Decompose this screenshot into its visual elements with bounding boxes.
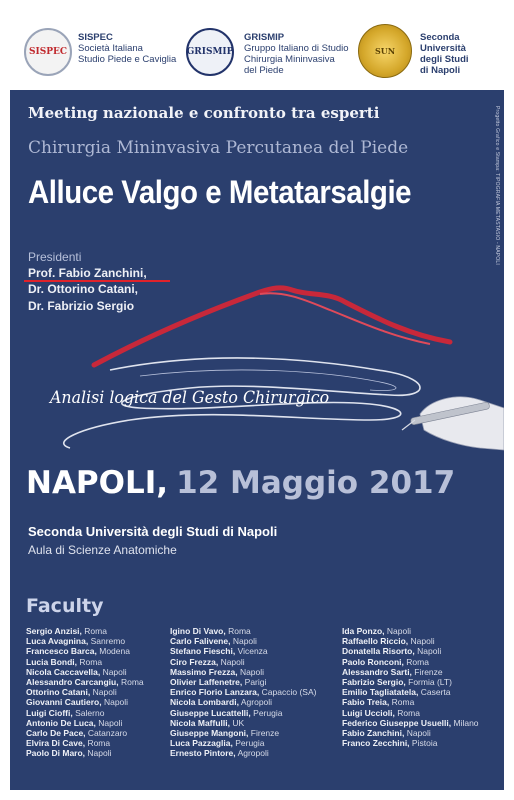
faculty-member [170, 718, 330, 728]
faculty-member-name: Antonio De Luca, [26, 717, 96, 728]
faculty-member-city: Napoli [87, 748, 112, 759]
faculty-member-name: Fabio Zanchini, [342, 728, 405, 739]
logo-band [10, 10, 504, 90]
event-venue: Seconda Università degli Studi di Napoli [28, 524, 278, 539]
faculty-member [26, 667, 186, 677]
event-city: NAPOLI, [26, 465, 169, 501]
faculty-member-name: Luigi Cioffi, [26, 707, 73, 718]
faculty-member [170, 646, 330, 656]
faculty-member [170, 738, 330, 748]
faculty-member-name: Luigi Uccioli, [342, 707, 395, 718]
faculty-member [342, 657, 502, 667]
event-date-line [26, 465, 455, 501]
faculty-member-city: Sanremo [90, 636, 126, 647]
faculty-member [342, 697, 502, 707]
faculty-member [170, 626, 330, 636]
faculty-member [170, 687, 330, 697]
faculty-member-city: Napoli [103, 697, 129, 708]
faculty-member-city: Roma [79, 656, 103, 667]
sispec-line2: Studio Piede e Caviglia [78, 54, 177, 65]
poster [10, 10, 504, 790]
faculty-member-name: Carlo De Pace, [26, 728, 86, 739]
faculty-member [170, 677, 330, 687]
faculty-member-city: Napoli [410, 636, 435, 647]
faculty-column [342, 626, 502, 748]
vesuvius-illustration [10, 280, 504, 460]
sispec-logo-mark: SISPEC [29, 47, 67, 57]
faculty-member [26, 708, 186, 718]
faculty-member-city: Roma [87, 738, 111, 749]
sun-org [420, 32, 504, 76]
faculty-member-name: Paolo Ronconi, [342, 656, 404, 667]
faculty-member-city: Roma [120, 677, 144, 688]
faculty-member-name: Alessandro Carcangiu, [26, 677, 119, 688]
faculty-member-name: Stefano Fieschi, [170, 646, 236, 657]
faculty-member-city: Milano [453, 717, 479, 728]
vesuvius-ridge [94, 288, 450, 365]
faculty-member [170, 657, 330, 667]
faculty-member [26, 626, 186, 636]
faculty-member-name: Donatella Risorto, [342, 646, 415, 657]
faculty-member-name: Giuseppe Mangoni, [170, 728, 249, 739]
event-title: Alluce Valgo e Metatarsalgie [28, 174, 412, 210]
faculty-member-name: Raffaello Riccio, [342, 636, 409, 647]
faculty-member [26, 718, 186, 728]
faculty-member-name: Federico Giuseppe Usuelli, [342, 717, 452, 728]
faculty-member-city: Napoli [406, 728, 431, 739]
faculty-member-city: Napoli [92, 687, 117, 698]
faculty-member [26, 636, 186, 646]
faculty-member-name: Francesco Barca, [26, 646, 97, 657]
faculty-member-name: Franco Zecchini, [342, 738, 410, 749]
faculty-member [170, 636, 330, 646]
event-tagline: Analisi logica del Gesto Chirurgico [50, 388, 330, 408]
faculty-member-city: Roma [84, 626, 107, 636]
faculty-member-name: Enrico Florio Lanzara, [170, 687, 260, 698]
faculty-member-city: Modena [99, 646, 130, 657]
sun-logo-mark: SUN [374, 46, 396, 56]
faculty-member [26, 748, 186, 758]
print-credit: Progetto Grafico e Stampa: TIPOGRAFIA METASTASIO - NAPOLI [494, 106, 500, 265]
faculty-member-name: Luca Avagnina, [26, 636, 89, 647]
sispec-line1: Società Italiana [78, 43, 143, 54]
faculty-member-city: Napoli [239, 666, 265, 677]
faculty-member [26, 728, 186, 738]
sispec-name: SISPEC [78, 32, 113, 43]
sun-line2: di Napoli [420, 65, 461, 76]
faculty-member-name: Paolo Di Maro, [26, 748, 86, 759]
faculty-member [26, 657, 186, 667]
faculty-member-city: Roma [391, 697, 415, 708]
grismip-logo [186, 28, 234, 76]
faculty-column [26, 626, 186, 759]
faculty-member [170, 697, 330, 707]
faculty-member [26, 646, 186, 656]
faculty-member-name: Nicola Maffulli, [170, 717, 230, 728]
meeting-headline: Meeting nazionale e confronto tra esperti [28, 104, 380, 122]
faculty-member [342, 646, 502, 656]
grismip-org [244, 32, 349, 76]
faculty-member [342, 708, 502, 718]
faculty-member-name: Giuseppe Lucattelli, [170, 707, 251, 718]
faculty-member [342, 626, 502, 636]
grismip-name: GRISMIP [244, 32, 285, 43]
faculty-member-name: Lucia Bondi, [26, 656, 77, 667]
faculty-member-city: Napoli [232, 636, 257, 647]
grismip-logo-mark: GRISMIP [186, 47, 234, 57]
faculty-member-name: Elvira Di Cave, [26, 738, 86, 749]
faculty-member [170, 748, 330, 758]
surgical-hand-icon [402, 397, 504, 450]
faculty-member [170, 667, 330, 677]
grismip-line3: del Piede [244, 65, 284, 76]
faculty-member [342, 687, 502, 697]
faculty-member-city: Firenze [414, 666, 443, 677]
faculty-member [342, 667, 502, 677]
faculty-member-city: Formia (LT) [408, 677, 452, 688]
faculty-member [342, 738, 502, 748]
faculty-title: Faculty [26, 595, 104, 617]
faculty-member [26, 738, 186, 748]
faculty-member-city: Roma [406, 656, 429, 667]
faculty-member-name: Ottorino Catani, [26, 687, 91, 698]
faculty-member [26, 677, 186, 687]
faculty-member-name: Fabrizio Sergio, [342, 677, 406, 688]
faculty-member-name: Ciro Frezza, [170, 656, 219, 667]
president-name: Dr. Fabrizio Sergio [28, 299, 135, 313]
faculty-member-name: Alessandro Sarti, [342, 666, 412, 677]
grismip-line1: Gruppo Italiano di Studio [244, 43, 349, 54]
sispec-logo [24, 28, 72, 76]
sun-line1: degli Studi [420, 54, 469, 65]
faculty-column [170, 626, 330, 759]
faculty-member [342, 728, 502, 738]
faculty-member [26, 697, 186, 707]
faculty-member-city: Napoli [386, 626, 411, 636]
faculty-member-city: Perugia [253, 707, 283, 718]
president-name: Prof. Fabio Zanchini, [28, 266, 147, 280]
faculty-member-name: Carlo Falivene, [170, 636, 231, 647]
faculty-member-name: Igino Di Vavo, [170, 626, 226, 636]
faculty-member-name: Massimo Frezza, [170, 666, 238, 677]
faculty-member [170, 708, 330, 718]
faculty-member [342, 636, 502, 646]
faculty-member-city: UK [232, 717, 245, 728]
faculty-member-city: Salerno [75, 707, 105, 718]
faculty-member-city: Napoli [417, 646, 442, 657]
faculty-member [342, 718, 502, 728]
meeting-subheadline: Chirurgia Mininvasiva Percutanea del Piede [28, 138, 409, 158]
event-room: Aula di Scienze Anatomiche [28, 543, 177, 557]
faculty-member-name: Luca Pazzaglia, [170, 738, 233, 749]
faculty-member-city: Firenze [250, 728, 280, 739]
faculty-member-city: Caserta [420, 687, 451, 698]
faculty-member-name: Nicola Caccavella, [26, 666, 101, 677]
faculty-member-city: Parigi [244, 677, 267, 688]
faculty-member-city: Napoli [102, 666, 127, 677]
faculty-member-city: Perugia [235, 738, 265, 749]
faculty-member-city: Agropoli [240, 697, 273, 708]
faculty-member-city: Roma [228, 626, 251, 636]
sispec-org [78, 32, 176, 65]
faculty-member-city: Vicenza [237, 646, 268, 657]
president-name: Dr. Ottorino Catani, [28, 282, 139, 296]
faculty-member-city: Capaccio (SA) [261, 687, 317, 698]
faculty-member-city: Napoli [98, 717, 123, 728]
grismip-line2: Chirurgia Mininvasiva [244, 54, 335, 65]
sun-seal-logo [358, 24, 412, 78]
faculty-member-city: Pistoia [411, 738, 438, 749]
sun-name: Seconda Università [420, 32, 466, 54]
faculty-member-city: Napoli [220, 656, 245, 667]
faculty-member-name: Ernesto Pintore, [170, 748, 236, 759]
faculty-member-name: Sergio Anzisi, [26, 626, 82, 636]
presidents-label: Presidenti [28, 250, 82, 264]
event-date: 12 Maggio 2017 [176, 465, 456, 501]
faculty-member [26, 687, 186, 697]
faculty-member [342, 677, 502, 687]
faculty-member-name: Nicola Lombardi, [170, 697, 239, 708]
faculty-member-name: Ida Ponzo, [342, 626, 385, 636]
faculty-member [170, 728, 330, 738]
faculty-member-city: Roma [397, 707, 420, 718]
faculty-member-name: Olivier Laffenetre, [170, 677, 243, 688]
faculty-member-name: Emilio Tagliatatela, [342, 687, 419, 698]
faculty-member-city: Catanzaro [87, 728, 128, 739]
faculty-member-name: Giovanni Cautiero, [26, 697, 102, 708]
faculty-member-name: Fabio Treia, [342, 697, 390, 708]
faculty-member-city: Agropoli [237, 748, 269, 759]
